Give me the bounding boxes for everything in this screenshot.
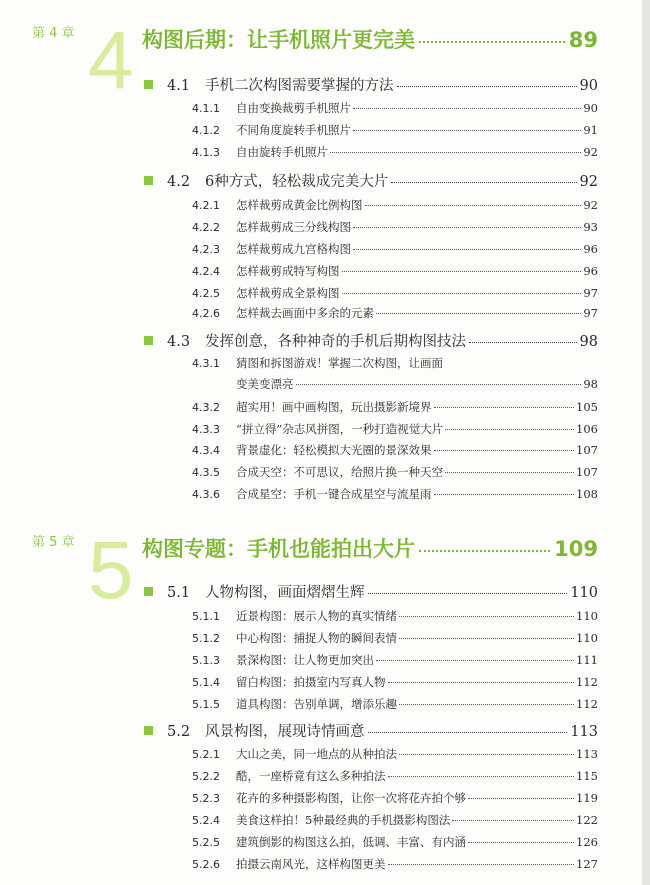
subsection-title: 自由变换裁剪手机照片 [236, 101, 351, 115]
subsection-title: 建筑倒影的构图这么拍，低调、丰富、有内涵 [236, 835, 466, 849]
leader-dots [434, 450, 575, 451]
subsection-number: 5.2.5 [192, 836, 220, 849]
chapter-number: 4 [88, 15, 134, 106]
leader-dots [399, 638, 574, 639]
square-bullet-icon [144, 80, 153, 89]
leader-dots [368, 593, 568, 594]
subsection-number: 4.2.4 [192, 265, 220, 278]
subsection-title: 中心构图：捕捉人物的瞬间表情 [236, 631, 397, 645]
section-page: 92 [579, 174, 598, 190]
subsection-number: 5.1.5 [192, 698, 220, 711]
subsection-title: 留白构图：拍摄室内写真人物 [236, 675, 386, 689]
subsection-page: 108 [576, 487, 598, 501]
subsection-title: 拍摄云南风光，这样构图更美 [236, 857, 386, 871]
square-bullet-icon [144, 587, 153, 596]
leader-dots [342, 271, 582, 272]
toc-subsection[interactable] [192, 263, 598, 279]
subsection-number: 5.2.4 [192, 814, 220, 827]
toc-subsection[interactable] [192, 486, 598, 502]
leader-dots [445, 429, 574, 430]
toc-subsection[interactable] [192, 305, 598, 321]
section-number: 4.3 [167, 334, 191, 350]
leader-dots [468, 798, 574, 799]
subsection-number: 5.1.1 [192, 610, 220, 623]
subsection-title: 合成星空：手机一键合成星空与流星雨 [236, 487, 432, 501]
subsection-number: 4.2.6 [192, 307, 220, 320]
leader-dots [342, 293, 582, 294]
toc-subsection[interactable] [192, 630, 598, 646]
subsection-page: 92 [583, 145, 598, 159]
subsection-title: 合成天空：不可思议，给照片换一种天空 [236, 465, 443, 479]
subsection-page: 91 [583, 123, 598, 137]
toc-section[interactable] [144, 581, 598, 602]
leader-dots [388, 682, 575, 683]
leader-dots [296, 384, 582, 385]
subsection-title: 景深构图：让人物更加突出 [236, 653, 374, 667]
toc-subsection[interactable] [192, 399, 598, 415]
leader-dots [388, 864, 575, 865]
section-title: 6种方式，轻松裁成完美大片 [205, 174, 389, 190]
toc-section[interactable] [144, 720, 598, 741]
leader-dots [353, 227, 581, 228]
chapter-title: 构图后期：让手机照片更完美 [142, 28, 415, 52]
section-number: 4.2 [167, 174, 191, 190]
leader-dots [391, 182, 576, 183]
subsection-page: 93 [583, 220, 598, 234]
leader-dots [353, 130, 581, 131]
subsection-number: 4.3.2 [192, 401, 220, 414]
subsection-number: 4.2.5 [192, 287, 220, 300]
toc-subsection[interactable] [192, 355, 598, 371]
chapter-number: 5 [88, 525, 134, 616]
subsection-page: 90 [583, 101, 598, 115]
subsection-number: 4.1.3 [192, 146, 220, 159]
leader-dots [468, 842, 574, 843]
toc-subsection[interactable] [192, 100, 598, 116]
section-title: 风景构图，展现诗情画意 [205, 724, 365, 740]
square-bullet-icon [144, 726, 153, 735]
subsection-page: 119 [576, 791, 598, 805]
toc-subsection[interactable] [192, 746, 598, 762]
subsection-title: 超实用！画中画构图，玩出摄影新境界 [236, 400, 432, 414]
toc-section[interactable] [144, 170, 598, 191]
subsection-page: 110 [576, 609, 598, 623]
subsection-title: 美食这样拍！5种最经典的手机摄影构图法 [236, 813, 451, 827]
subsection-number: 5.2.1 [192, 748, 220, 761]
toc-subsection[interactable] [192, 652, 598, 668]
subsection-title: 自由旋转手机照片 [236, 145, 328, 159]
subsection-page: 112 [576, 697, 598, 711]
leader-dots [376, 660, 574, 661]
chapter-page: 89 [568, 28, 598, 52]
subsection-title: 花卉的多种摄影构图，让你一次将花卉拍个够 [236, 791, 466, 805]
leader-dots [469, 342, 577, 343]
page-edge [642, 0, 650, 885]
subsection-title: 猜图和拆图游戏！掌握二次构图，让画面 [236, 356, 443, 370]
leader-dots [434, 407, 575, 408]
chapter-page: 109 [554, 537, 598, 561]
section-page: 98 [579, 334, 598, 350]
subsection-page: 96 [583, 242, 598, 256]
subsection-title: 怎样裁剪成黄金比例构图 [236, 198, 363, 212]
leader-dots [419, 41, 565, 43]
subsection-title: 怎样裁剪成特写构图 [236, 264, 340, 278]
subsection-page: 110 [576, 631, 598, 645]
toc-subsection[interactable] [192, 442, 598, 458]
toc-subsection[interactable] [192, 285, 598, 301]
leader-dots [445, 472, 574, 473]
leader-dots [330, 152, 581, 153]
subsection-page: 126 [576, 835, 598, 849]
toc-subsection[interactable] [192, 219, 598, 235]
subsection-page: 106 [576, 422, 598, 436]
subsection-page: 107 [576, 465, 598, 479]
subsection-title: “拼立得”杂志风拼图，一秒打造视觉大片 [236, 422, 444, 436]
section-page: 110 [570, 585, 598, 601]
subsection-number: 4.2.1 [192, 199, 220, 212]
subsection-page: 122 [576, 813, 598, 827]
subsection-title: 背景虚化：轻松模拟大光圈的景深效果 [236, 443, 432, 457]
subsection-number: 5.2.6 [192, 858, 220, 871]
subsection-page: 127 [576, 857, 598, 871]
subsection-number: 4.1.2 [192, 124, 220, 137]
subsection-number: 5.1.3 [192, 654, 220, 667]
square-bullet-icon [144, 336, 153, 345]
toc-subsection[interactable] [192, 144, 598, 160]
subsection-page: 112 [576, 675, 598, 689]
subsection-number: 5.1.4 [192, 676, 220, 689]
subsection-number: 4.1.1 [192, 102, 220, 115]
toc-subsection[interactable] [192, 241, 598, 257]
section-number: 5.2 [167, 724, 191, 740]
subsection-page: 92 [583, 198, 598, 212]
subsection-title: 怎样裁去画面中多余的元素 [236, 306, 374, 320]
leader-dots [434, 494, 575, 495]
subsection-number: 5.2.3 [192, 792, 220, 805]
subsection-title: 近景构图：展示人物的真实情绪 [236, 609, 397, 623]
toc-subsection[interactable] [192, 464, 598, 480]
toc-subsection[interactable] [192, 608, 598, 624]
section-page: 90 [579, 78, 598, 94]
leader-dots [419, 550, 550, 552]
toc-section[interactable] [144, 74, 598, 95]
subsection-number: 4.3.4 [192, 444, 220, 457]
subsection-page: 107 [576, 443, 598, 457]
toc-subsection[interactable] [192, 812, 598, 828]
toc-subsection[interactable] [192, 790, 598, 806]
subsection-page: 97 [583, 306, 598, 320]
toc-subsection[interactable] [192, 834, 598, 850]
leader-dots [397, 86, 577, 87]
leader-dots [376, 313, 581, 314]
subsection-number: 4.3.5 [192, 466, 220, 479]
toc-subsection[interactable] [192, 856, 598, 872]
subsection-page: 105 [576, 400, 598, 414]
leader-dots [353, 108, 581, 109]
toc-subsection[interactable] [192, 768, 598, 784]
subsection-number: 4.3.3 [192, 423, 220, 436]
subsection-page: 97 [583, 286, 598, 300]
section-number: 4.1 [167, 78, 191, 94]
subsection-title: 怎样裁剪成九宫格构图 [236, 242, 351, 256]
toc-subsection[interactable] [192, 197, 598, 213]
leader-dots [368, 732, 568, 733]
leader-dots [399, 704, 574, 705]
leader-dots [365, 205, 582, 206]
subsection-page: 111 [576, 653, 598, 667]
section-number: 5.1 [167, 585, 191, 601]
leader-dots [353, 249, 581, 250]
leader-dots [399, 616, 574, 617]
subsection-title: 酷，一座桥竟有这么多种拍法 [236, 769, 386, 783]
toc-subsection[interactable] [192, 421, 598, 437]
section-page: 113 [570, 724, 598, 740]
section-title: 手机二次构图需要掌握的方法 [205, 78, 394, 94]
square-bullet-icon [144, 176, 153, 185]
subsection-title: 怎样裁剪成三分线构图 [236, 220, 351, 234]
subsection-number: 5.2.2 [192, 770, 220, 783]
subsection-number: 5.1.2 [192, 632, 220, 645]
toc-subsection[interactable] [192, 696, 598, 712]
subsection-page: 115 [576, 769, 598, 783]
subsection-number: 4.2.2 [192, 221, 220, 234]
leader-dots [452, 820, 574, 821]
toc-section[interactable] [144, 330, 598, 351]
toc-subsection[interactable] [192, 674, 598, 690]
section-title: 发挥创意，各种神奇的手机后期构图技法 [205, 334, 466, 350]
subsection-title: 怎样裁剪成全景构图 [236, 286, 340, 300]
subsection-title: 大山之美，同一地点的从种拍法 [236, 747, 397, 761]
section-title: 人物构图，画面熠熠生辉 [205, 585, 365, 601]
chapter-label: 第 5 章 [32, 535, 75, 550]
subsection-page: 98 [583, 377, 598, 391]
subsection-title-continued: 变美变漂亮 [236, 377, 294, 391]
subsection-title: 不同角度旋转手机照片 [236, 123, 351, 137]
chapter-title-row[interactable] [142, 533, 598, 563]
subsection-number: 4.3.6 [192, 488, 220, 501]
subsection-page: 96 [583, 264, 598, 278]
subsection-number: 4.3.1 [192, 357, 220, 370]
subsection-title: 道具构图：告别单调，增添乐趣 [236, 697, 397, 711]
toc-subsection-continued[interactable] [236, 376, 598, 392]
subsection-number: 4.2.3 [192, 243, 220, 256]
toc-subsection[interactable] [192, 122, 598, 138]
leader-dots [399, 754, 574, 755]
chapter-label: 第 4 章 [32, 26, 75, 41]
subsection-page: 113 [576, 747, 598, 761]
chapter-title: 构图专题：手机也能拍出大片 [142, 537, 415, 561]
leader-dots [388, 776, 575, 777]
chapter-title-row[interactable] [142, 24, 598, 54]
